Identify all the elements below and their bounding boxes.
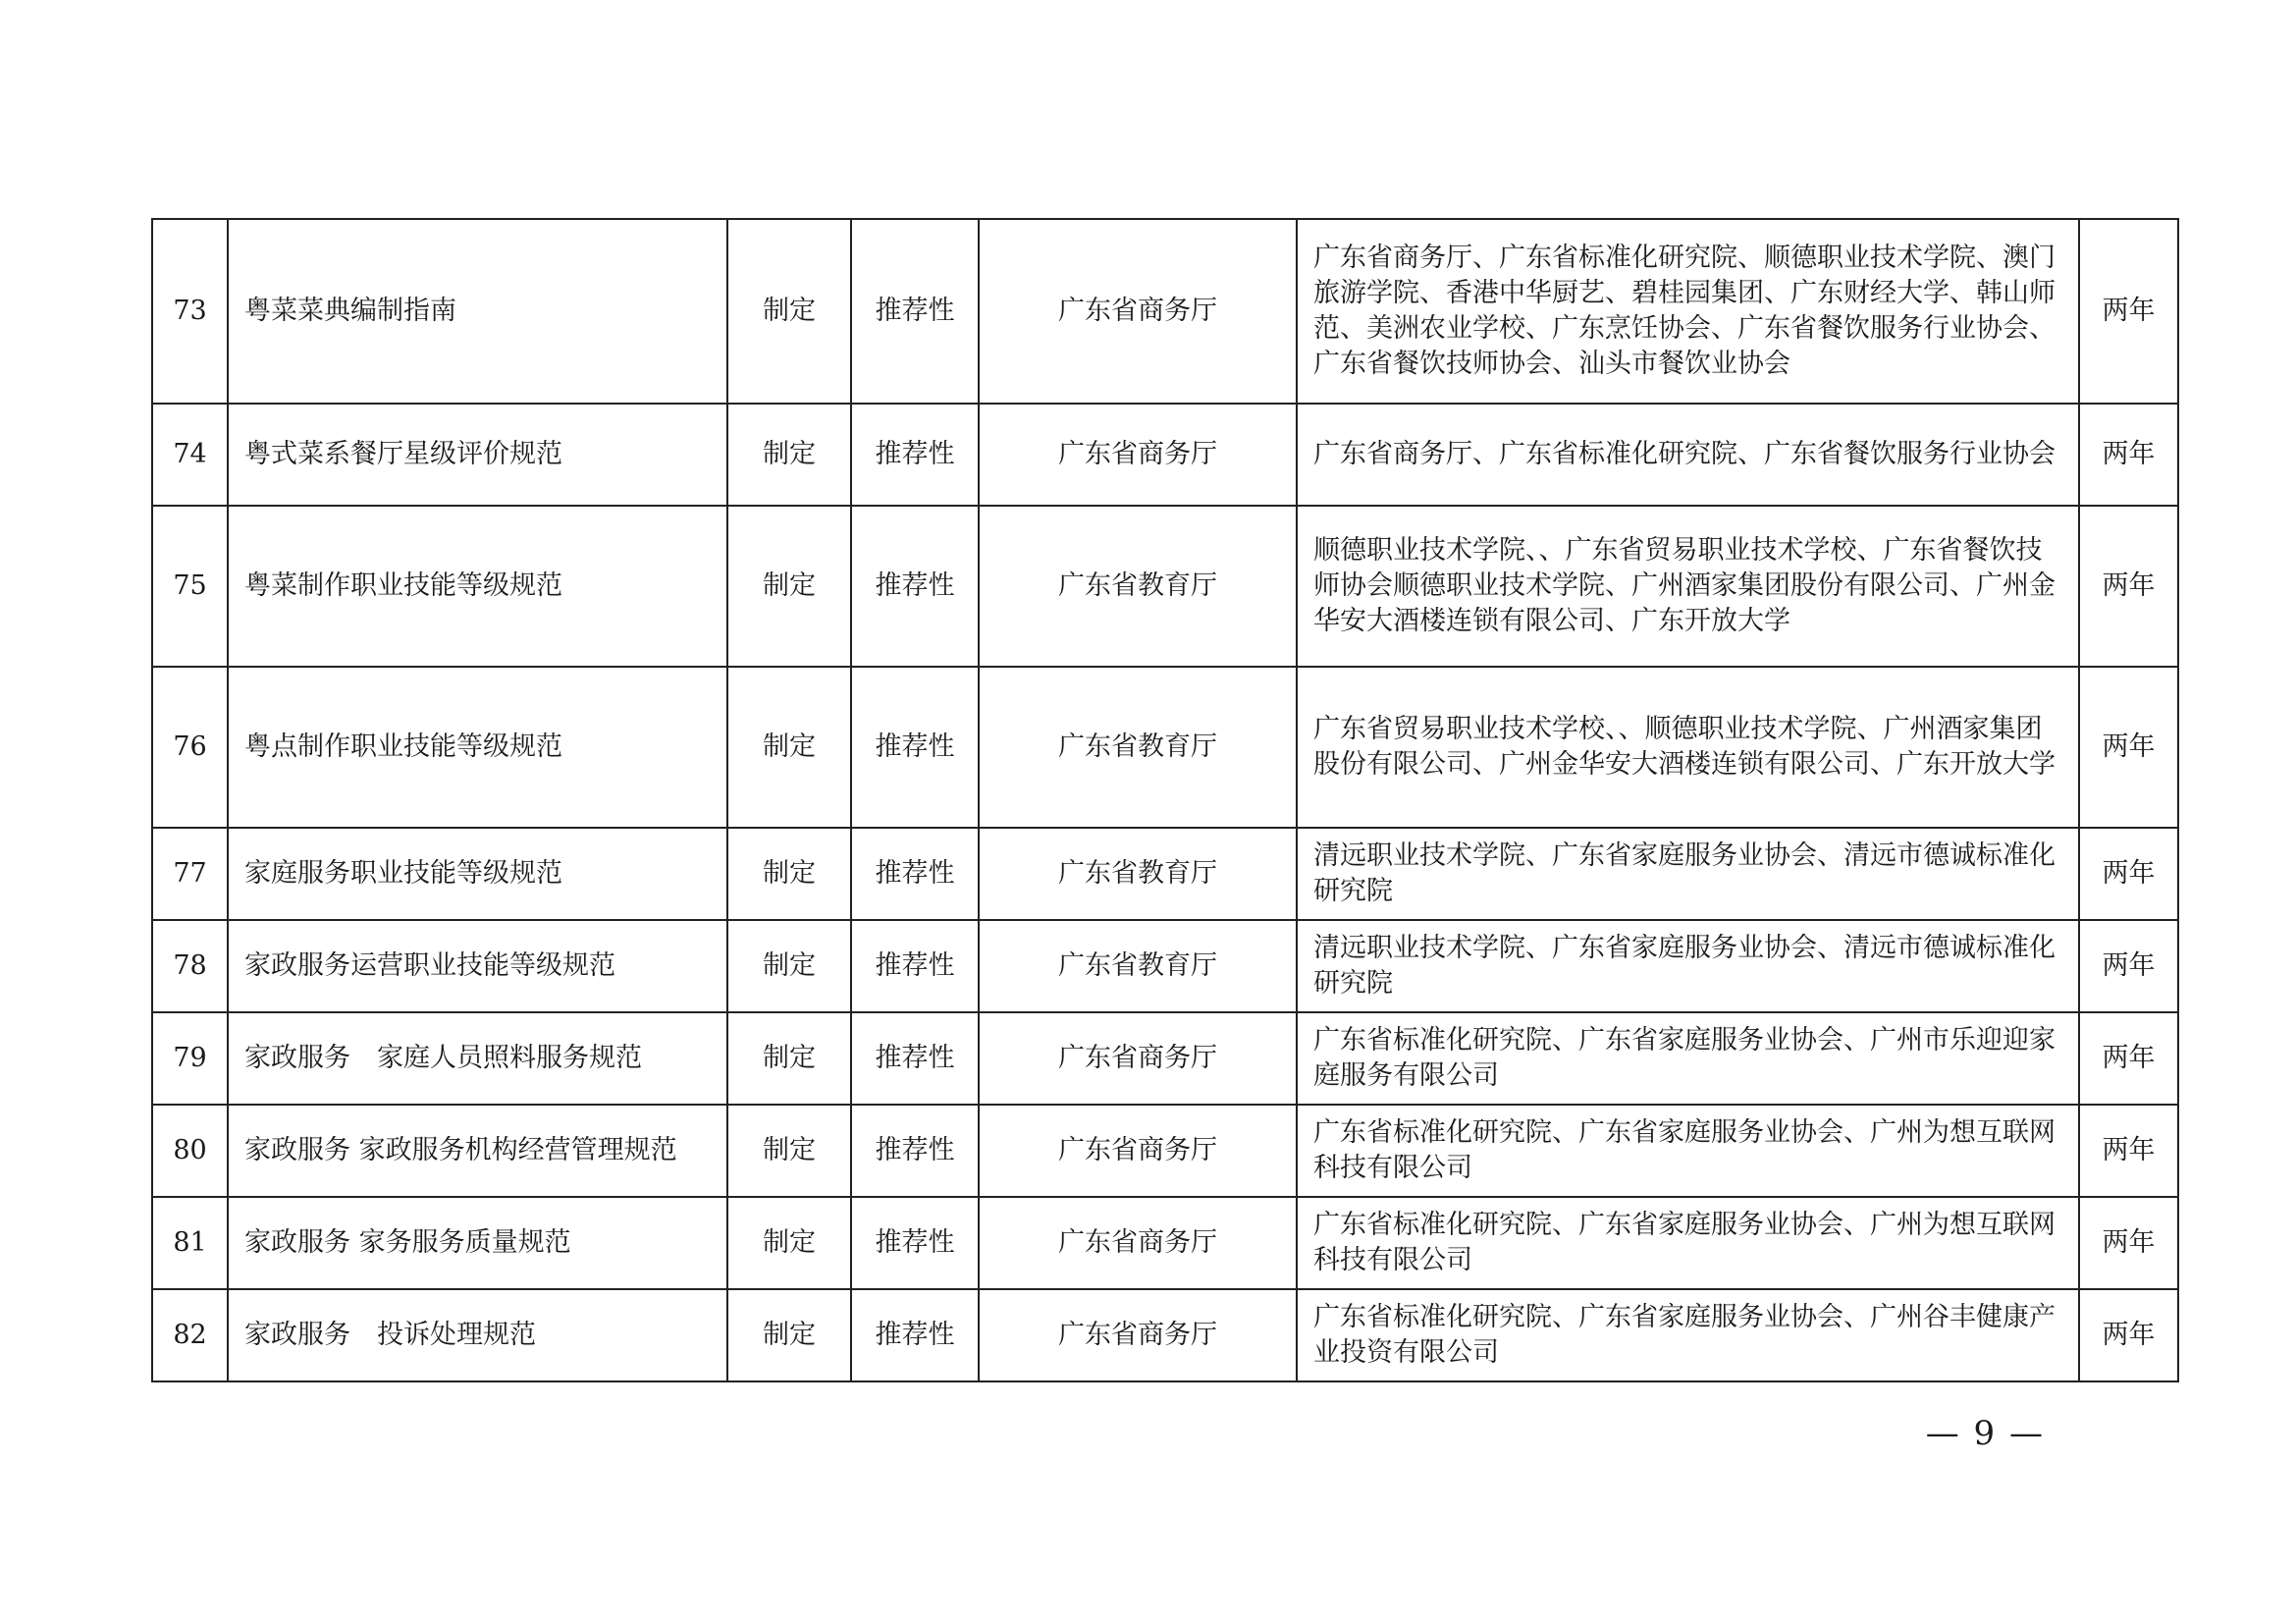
completion-cycle: 两年 — [2079, 404, 2178, 506]
project-type: 制定 — [727, 506, 851, 667]
row-number: 77 — [152, 828, 228, 920]
completion-cycle: 两年 — [2079, 1012, 2178, 1105]
completion-cycle: 两年 — [2079, 1197, 2178, 1289]
standard-nature: 推荐性 — [851, 1289, 979, 1381]
row-number: 81 — [152, 1197, 228, 1289]
standard-name: 家政服务 家务服务质量规范 — [228, 1197, 727, 1289]
standard-nature: 推荐性 — [851, 506, 979, 667]
project-type: 制定 — [727, 1289, 851, 1381]
responsible-department: 广东省商务厅 — [979, 404, 1297, 506]
drafting-units: 清远职业技术学院、广东省家庭服务业协会、清远市德诚标准化研究院 — [1297, 828, 2079, 920]
table-row — [152, 1105, 2178, 1197]
responsible-department: 广东省商务厅 — [979, 1105, 1297, 1197]
standard-name: 家政服务 家庭人员照料服务规范 — [228, 1012, 727, 1105]
completion-cycle: 两年 — [2079, 828, 2178, 920]
project-type: 制定 — [727, 1012, 851, 1105]
table-row — [152, 1289, 2178, 1381]
responsible-department: 广东省教育厅 — [979, 920, 1297, 1012]
standard-nature: 推荐性 — [851, 219, 979, 404]
project-type: 制定 — [727, 404, 851, 506]
drafting-units: 广东省标准化研究院、广东省家庭服务业协会、广州市乐迎迎家庭服务有限公司 — [1297, 1012, 2079, 1105]
project-type: 制定 — [727, 920, 851, 1012]
drafting-units: 广东省商务厅、广东省标准化研究院、广东省餐饮服务行业协会 — [1297, 404, 2079, 506]
project-type: 制定 — [727, 1105, 851, 1197]
completion-cycle: 两年 — [2079, 920, 2178, 1012]
row-number: 75 — [152, 506, 228, 667]
table-row — [152, 219, 2178, 404]
completion-cycle: 两年 — [2079, 506, 2178, 667]
responsible-department: 广东省商务厅 — [979, 1289, 1297, 1381]
project-type: 制定 — [727, 1197, 851, 1289]
responsible-department: 广东省商务厅 — [979, 1012, 1297, 1105]
responsible-department: 广东省教育厅 — [979, 828, 1297, 920]
standard-name: 粤式菜系餐厅星级评价规范 — [228, 404, 727, 506]
table-row — [152, 828, 2178, 920]
completion-cycle: 两年 — [2079, 1289, 2178, 1381]
row-number: 80 — [152, 1105, 228, 1197]
standard-nature: 推荐性 — [851, 828, 979, 920]
row-number: 73 — [152, 219, 228, 404]
table-row — [152, 1012, 2178, 1105]
table-row — [152, 1197, 2178, 1289]
completion-cycle: 两年 — [2079, 667, 2178, 828]
project-type: 制定 — [727, 828, 851, 920]
standard-name: 家政服务运营职业技能等级规范 — [228, 920, 727, 1012]
drafting-units: 广东省标准化研究院、广东省家庭服务业协会、广州谷丰健康产业投资有限公司 — [1297, 1289, 2079, 1381]
drafting-units: 广东省商务厅、广东省标准化研究院、顺德职业技术学院、澳门旅游学院、香港中华厨艺、碧桂园集团、广东财经大学、韩山师范、美洲农业学校、广东烹饪协会、广东省餐饮服务行业协会、广东省餐饮技师协会、汕头市餐饮业协会 — [1297, 219, 2079, 404]
row-number: 74 — [152, 404, 228, 506]
standard-name: 粤点制作职业技能等级规范 — [228, 667, 727, 828]
standard-nature: 推荐性 — [851, 1105, 979, 1197]
table-body — [152, 219, 2178, 1381]
table-row — [152, 667, 2178, 828]
table-row — [152, 404, 2178, 506]
responsible-department: 广东省教育厅 — [979, 667, 1297, 828]
standards-table — [151, 218, 2179, 1382]
row-number: 79 — [152, 1012, 228, 1105]
standard-name: 家政服务 投诉处理规范 — [228, 1289, 727, 1381]
drafting-units: 广东省标准化研究院、广东省家庭服务业协会、广州为想互联网科技有限公司 — [1297, 1105, 2079, 1197]
project-type: 制定 — [727, 219, 851, 404]
table-row — [152, 506, 2178, 667]
responsible-department: 广东省教育厅 — [979, 506, 1297, 667]
standard-nature: 推荐性 — [851, 920, 979, 1012]
standard-nature: 推荐性 — [851, 1197, 979, 1289]
standard-nature: 推荐性 — [851, 404, 979, 506]
standard-nature: 推荐性 — [851, 1012, 979, 1105]
standard-name: 粤菜菜典编制指南 — [228, 219, 727, 404]
row-number: 82 — [152, 1289, 228, 1381]
completion-cycle: 两年 — [2079, 219, 2178, 404]
standard-name: 粤菜制作职业技能等级规范 — [228, 506, 727, 667]
standard-name: 家政服务 家政服务机构经营管理规范 — [228, 1105, 727, 1197]
drafting-units: 广东省贸易职业技术学校、、顺德职业技术学院、广州酒家集团股份有限公司、广州金华安大酒楼连锁有限公司、广东开放大学 — [1297, 667, 2079, 828]
completion-cycle: 两年 — [2079, 1105, 2178, 1197]
responsible-department: 广东省商务厅 — [979, 1197, 1297, 1289]
row-number: 78 — [152, 920, 228, 1012]
table-row — [152, 920, 2178, 1012]
drafting-units: 顺德职业技术学院、、广东省贸易职业技术学校、广东省餐饮技师协会顺德职业技术学院、广州酒家集团股份有限公司、广州金华安大酒楼连锁有限公司、广东开放大学 — [1297, 506, 2079, 667]
standard-name: 家庭服务职业技能等级规范 — [228, 828, 727, 920]
page-number: — 9 — — [1925, 1414, 2045, 1453]
project-type: 制定 — [727, 667, 851, 828]
drafting-units: 清远职业技术学院、广东省家庭服务业协会、清远市德诚标准化研究院 — [1297, 920, 2079, 1012]
responsible-department: 广东省商务厅 — [979, 219, 1297, 404]
standard-nature: 推荐性 — [851, 667, 979, 828]
drafting-units: 广东省标准化研究院、广东省家庭服务业协会、广州为想互联网科技有限公司 — [1297, 1197, 2079, 1289]
row-number: 76 — [152, 667, 228, 828]
